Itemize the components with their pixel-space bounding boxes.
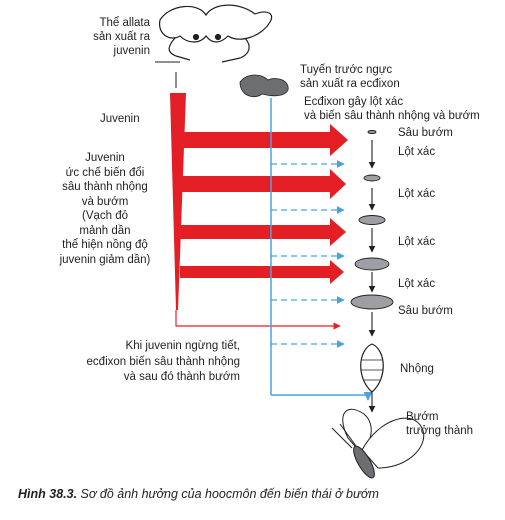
stage-pupa: Nhộng — [400, 363, 434, 375]
juvenin-stop-note: Khi juvenin ngừng tiết, ecđixon biến sâu thành nhộng và sau đó thành bướm — [86, 340, 240, 383]
juvenin-effect-label: Juvenin ức chế biến đổi sâu thành nhộng và bướm (Vạch đỏ mảnh dần thể hiện nồng độ juvenin giảm dần) — [59, 152, 151, 266]
prothoracic-gland-drawing — [240, 75, 288, 97]
pupa-drawing — [361, 344, 384, 392]
prothoracic-label: Tuyến trước ngực sản xuất ra ecđixon — [300, 64, 400, 90]
allata-label: Thể allata sản xuất ra juvenin — [93, 17, 150, 57]
stage-molt-4: Lột xác — [398, 278, 436, 290]
stage-molt-1: Lột xác — [398, 146, 436, 158]
caption-text: Sơ đồ ảnh hưởng của hoocmôn đến biến thái ở bướm — [77, 487, 379, 501]
ecdysone-effect-label: Ecđixon gây lột xác và biến sâu thành nhộng và bướm — [304, 96, 480, 122]
juvenin-thin-line — [176, 310, 340, 326]
insect-brain-drawing — [160, 5, 272, 62]
stage-larva-final: Sâu bướm — [398, 305, 453, 317]
stage-larva-top: Sâu bướm — [398, 127, 453, 139]
juvenin-arrows — [180, 124, 348, 284]
figure-caption — [18, 487, 379, 501]
stage-adult: Bướm trưởng thành — [406, 411, 474, 437]
caption-number: Hình 38.3. — [18, 487, 78, 501]
stage-molt-3: Lột xác — [398, 236, 436, 248]
ecdysone-final-arrow — [271, 395, 368, 400]
allata-connector — [155, 62, 180, 88]
juvenin-label: Juvenin — [100, 113, 140, 125]
stage-molt-2: Lột xác — [398, 188, 436, 200]
